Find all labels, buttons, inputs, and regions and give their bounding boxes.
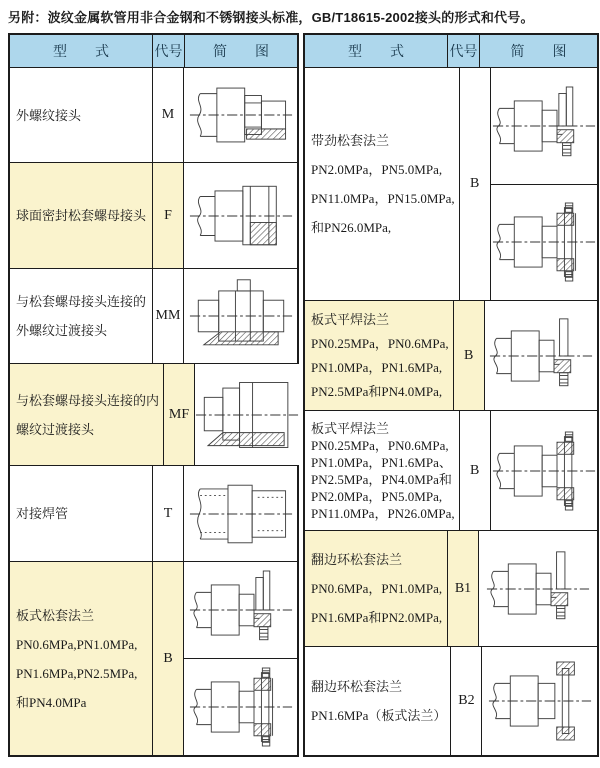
code-cell: B1 [447, 531, 478, 646]
type-line: PN1.6MPa,PN2.5MPa, [16, 665, 138, 681]
technical-drawing [492, 431, 596, 511]
type-line: PN0.6MPa，PN1.0MPa, [311, 581, 443, 596]
fitting-diagram-mm-adapter [184, 269, 297, 363]
type-line: PN0.25MPa，PN0.6MPa, [311, 437, 449, 453]
fitting-diagram-lap-ring-flange-up [479, 531, 597, 646]
type-line: 球面密封松套螺母接头 [16, 208, 147, 223]
technical-drawing [189, 570, 293, 650]
table-header [305, 35, 597, 67]
page-title: 另附：波纹金属软管用非合金钢和不锈钢接头标准，GB/T18615-2002接头的形式和代号。 [8, 10, 534, 25]
type-line: PN0.25MPa，PN0.6MPa, [311, 335, 449, 351]
type-cell [10, 466, 152, 561]
code-cell: B [459, 68, 490, 300]
column-header-code: 代号 [447, 35, 479, 67]
diagram-cell [481, 647, 597, 755]
technical-drawing [189, 176, 293, 256]
table-row [10, 67, 297, 162]
type-line: 外螺纹接头 [16, 107, 82, 123]
fitting-diagram-mf-adapter [195, 364, 299, 465]
type-line: 板式平焊法兰 [311, 420, 390, 436]
technical-drawing [492, 202, 596, 282]
type-cell [305, 531, 447, 646]
type-line: PN2.5MPa和PN4.0MPa, [311, 383, 443, 399]
column-header-code: 代号 [152, 35, 184, 67]
type-line: 板式平焊法兰 [311, 311, 390, 327]
type-line: PN1.0MPa，PN1.6MPa、 [311, 454, 452, 470]
code-cell: M [152, 68, 183, 162]
table-row [305, 530, 597, 646]
table-row [10, 268, 297, 363]
type-cell [10, 364, 163, 465]
technical-drawing [189, 667, 293, 747]
type-line: 外螺纹过渡接头 [16, 323, 108, 338]
diagram-cell [183, 68, 297, 162]
type-line: PN2.5MPa，PN4.0MPa和 [311, 471, 452, 487]
fitting-diagram-neck-flange-full [491, 184, 597, 301]
technical-drawing [489, 316, 593, 396]
fitting-diagram-loose-plate-flange-full [184, 658, 297, 755]
diagram-cell [484, 301, 597, 410]
code-cell: F [152, 163, 183, 268]
code-cell: B [453, 301, 484, 410]
type-line: PN0.6MPa,PN1.0MPa, [16, 636, 138, 652]
type-cell [305, 301, 453, 410]
diagram-cell [183, 269, 297, 363]
column-header-diagram: 简 图 [184, 35, 297, 67]
diagram-cell [194, 364, 299, 465]
fitting-table-left [8, 33, 299, 757]
fitting-diagram-neck-flange-up [491, 68, 597, 184]
technical-drawing [488, 661, 592, 741]
type-cell [10, 68, 152, 162]
table-body-left [10, 67, 297, 755]
table-row [305, 410, 597, 530]
type-line: PN2.0MPa，PN5.0MPa, [311, 488, 443, 504]
type-line: PN2.0MPa，PN5.0MPa, [311, 162, 443, 177]
type-line: 翻边环松套法兰 [311, 552, 403, 567]
code-cell: T [152, 466, 183, 561]
technical-drawing [486, 549, 590, 629]
type-cell [10, 163, 152, 268]
type-line: 带劲松套法兰 [311, 133, 390, 148]
diagram-cell [490, 68, 597, 300]
type-line: 和PN26.0MPa, [311, 220, 392, 235]
fitting-table-right [303, 33, 599, 757]
type-cell [10, 269, 152, 363]
technical-drawing [189, 276, 293, 356]
type-line: 翻边环松套法兰 [311, 679, 403, 694]
type-cell [305, 411, 459, 530]
diagram-cell [490, 411, 597, 530]
code-cell: B [152, 562, 183, 755]
table-row [10, 561, 297, 755]
fitting-diagram-lap-ring-collar-flange [482, 647, 597, 755]
technical-drawing [189, 474, 293, 554]
type-line: 对接焊管 [16, 506, 69, 521]
table-row [305, 300, 597, 410]
technical-drawing [195, 375, 299, 455]
code-cell: B [459, 411, 490, 530]
technical-drawing [492, 86, 596, 166]
table-row [305, 646, 597, 755]
column-header-type: 型 式 [53, 45, 109, 60]
table-row [10, 162, 297, 268]
type-cell [10, 562, 152, 755]
diagram-cell [478, 531, 597, 646]
table-row [10, 363, 297, 465]
fitting-diagram-loose-plate-flange-up [184, 562, 297, 658]
fitting-tables [8, 33, 599, 757]
code-cell: B2 [450, 647, 481, 755]
diagram-cell [183, 466, 297, 561]
type-line: 与松套螺母接头连接的 [16, 294, 147, 309]
type-line: 板式松套法兰 [16, 607, 95, 623]
code-cell: MF [163, 364, 194, 465]
type-cell [305, 647, 450, 755]
table-body-right [305, 67, 597, 755]
type-line: 和PN4.0MPa [16, 694, 87, 710]
table-row [305, 67, 597, 300]
column-header-diagram: 简 图 [479, 35, 597, 67]
table-row [10, 465, 297, 561]
column-header-type: 型 式 [348, 45, 404, 60]
technical-drawing [189, 75, 293, 155]
type-cell [305, 68, 459, 300]
fitting-diagram-swivel-nut [184, 163, 297, 268]
type-line: PN11.0MPa，PN26.0MPa, [311, 505, 455, 521]
type-line: PN1.6MPa和PN2.0MPa, [311, 610, 443, 625]
diagram-cell [183, 163, 297, 268]
table-header [10, 35, 297, 67]
fitting-diagram-weld-plate-flange-full [491, 411, 597, 530]
diagram-cell [183, 562, 297, 755]
type-line: PN11.0MPa，PN15.0MPa, [311, 191, 455, 206]
fitting-diagram-weld-plate-flange-up [485, 301, 597, 410]
type-line: 与松套螺母接头连接的内 [16, 392, 160, 408]
type-line: PN1.6MPa（板式法兰） [311, 708, 447, 723]
type-line: PN1.0MPa，PN1.6MPa, [311, 359, 443, 375]
fitting-diagram-male-thread [184, 68, 297, 162]
code-cell: MM [152, 269, 183, 363]
type-line: 螺纹过渡接头 [16, 421, 95, 437]
fitting-diagram-butt-weld [184, 466, 297, 561]
